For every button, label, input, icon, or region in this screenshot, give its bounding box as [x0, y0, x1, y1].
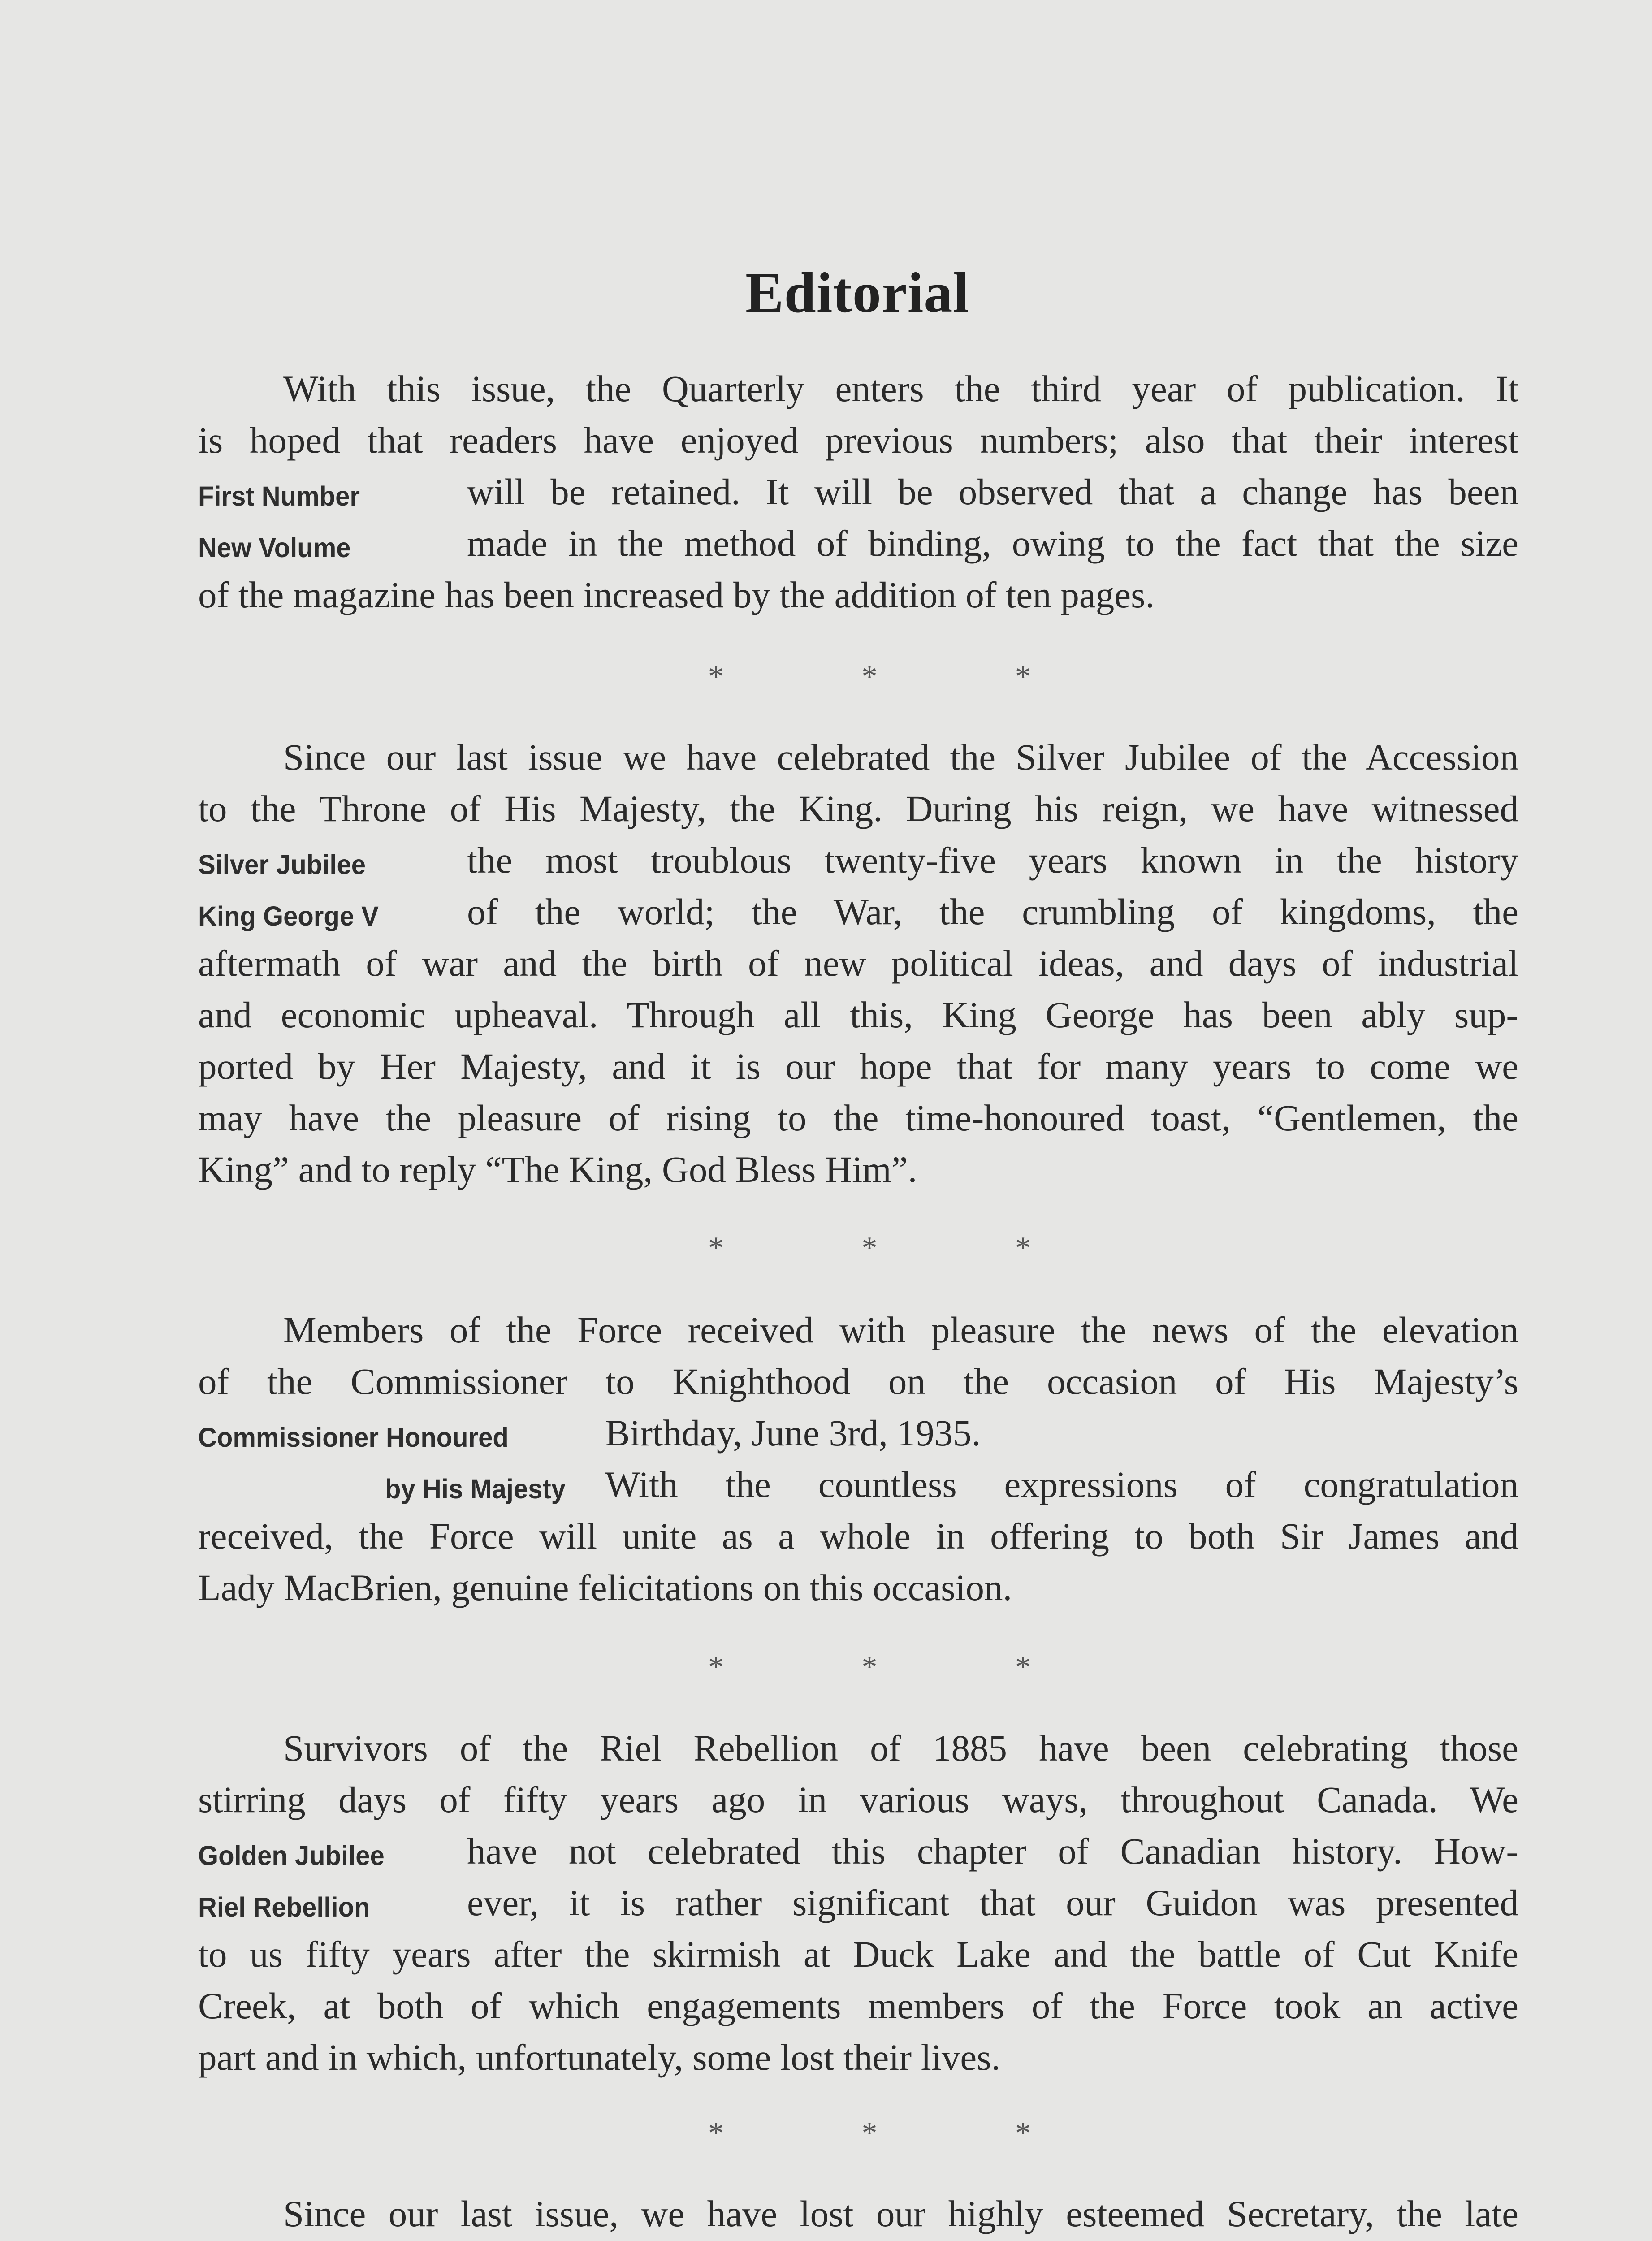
separator-star: * — [1015, 659, 1031, 694]
section-death-of-patteson — [198, 2188, 1518, 2241]
text-line: Members of the Force received with pleasure the news of the elevation — [283, 1309, 1518, 1350]
sidenote: by His Majesty — [385, 1474, 566, 1505]
separator-star: * — [1015, 1231, 1031, 1265]
separator-star: * — [708, 2116, 724, 2150]
section-separator — [708, 659, 1031, 695]
sidenote: Commissioner Honoured — [198, 1422, 509, 1453]
text-line: Lady MacBrien, genuine felicitations on this occasion. — [198, 1567, 1012, 1608]
text-line: Since our last issue, we have lost our highly esteemed Secretary, the late — [283, 2193, 1518, 2234]
text-line: Golden Jubilee have not celebrated this chapter of Canadian history. How- — [198, 1826, 1518, 1877]
text-line: is hoped that readers have enjoyed previous numbers; also that their interest — [198, 420, 1518, 461]
sidenote: First Number — [198, 481, 360, 512]
text-line: received, the Force will unite as a whole in offering to both Sir James and — [198, 1515, 1518, 1557]
separator-star: * — [708, 1650, 724, 1684]
separator-star: * — [708, 659, 724, 694]
text-line: ported by Her Majesty, and it is our hope that for many years to come we — [198, 1046, 1518, 1087]
separator-star: * — [1015, 1650, 1031, 1684]
text-line: Riel Rebellion ever, it is rather significant that our Guidon was presented — [198, 1877, 1518, 1929]
text-line: of the magazine has been increased by the addition of ten pages. — [198, 574, 1155, 615]
text-line: Creek, at both of which engagements members of the Force took an active — [198, 1985, 1518, 2026]
text-line: and economic upheaval. Through all this, King George has been ably sup- — [198, 994, 1518, 1035]
separator-star: * — [708, 1231, 724, 1265]
section-commissioner-honoured — [198, 1304, 1518, 1614]
separator-star: * — [1015, 2116, 1031, 2150]
text-line: Since our last issue we have celebrated the Silver Jubilee of the Accession — [283, 736, 1518, 778]
text-line: Silver Jubilee the most troublous twenty-five years known in the history — [198, 835, 1518, 886]
separator-star: * — [861, 2116, 878, 2150]
text-line: First Number will be retained. It will be observed that a change has been — [198, 466, 1518, 518]
text-line: part and in which, unfortunately, some lost their lives. — [198, 2037, 1001, 2078]
page-title: Editorial — [745, 261, 969, 324]
text-line: of the Commissioner to Knighthood on the occasion of His Majesty’s — [198, 1361, 1518, 1402]
section-separator — [708, 2116, 1031, 2151]
sidenote: Golden Jubilee — [198, 1840, 385, 1871]
section-silver-jubilee — [198, 731, 1518, 1195]
separator-star: * — [861, 1650, 878, 1684]
sidenote: Silver Jubilee — [198, 849, 366, 880]
text-line: to the Throne of His Majesty, the King. During his reign, we have witnessed — [198, 788, 1518, 829]
text-line: With this issue, the Quarterly enters the third year of publication. It — [283, 368, 1518, 409]
text-line: Survivors of the Riel Rebellion of 1885 have been celebrating those — [283, 1727, 1518, 1769]
section-golden-jubilee — [198, 1722, 1518, 2083]
text-line: may have the pleasure of rising to the time-honoured toast, “Gentlemen, the — [198, 1097, 1518, 1138]
section-separator — [708, 1649, 1031, 1685]
text-line: New Volume made in the method of binding, owing to the fact that the size — [198, 518, 1518, 569]
section-separator — [708, 1230, 1031, 1266]
text-line: King George V of the world; the War, the crumbling of kingdoms, the — [198, 886, 1518, 938]
separator-star: * — [861, 1231, 878, 1265]
text-line: Commissioner Honoured Birthday, June 3rd, 1935. — [198, 1407, 1518, 1459]
text-line: aftermath of war and the birth of new political ideas, and days of industrial — [198, 943, 1518, 984]
sidenote: Riel Rebellion — [198, 1892, 370, 1923]
sidenote: King George V — [198, 901, 379, 932]
text-line: to us fifty years after the skirmish at Duck Lake and the battle of Cut Knife — [198, 1934, 1518, 1975]
text-line: stirring days of fifty years ago in various ways, throughout Canada. We — [198, 1779, 1518, 1820]
text-line: by His Majesty With the countless expressions of congratulation — [198, 1459, 1518, 1510]
text-line: King” and to reply “The King, God Bless Him”. — [198, 1149, 917, 1190]
section-first-number — [198, 363, 1518, 621]
sidenote: New Volume — [198, 532, 351, 563]
separator-star: * — [861, 659, 878, 694]
